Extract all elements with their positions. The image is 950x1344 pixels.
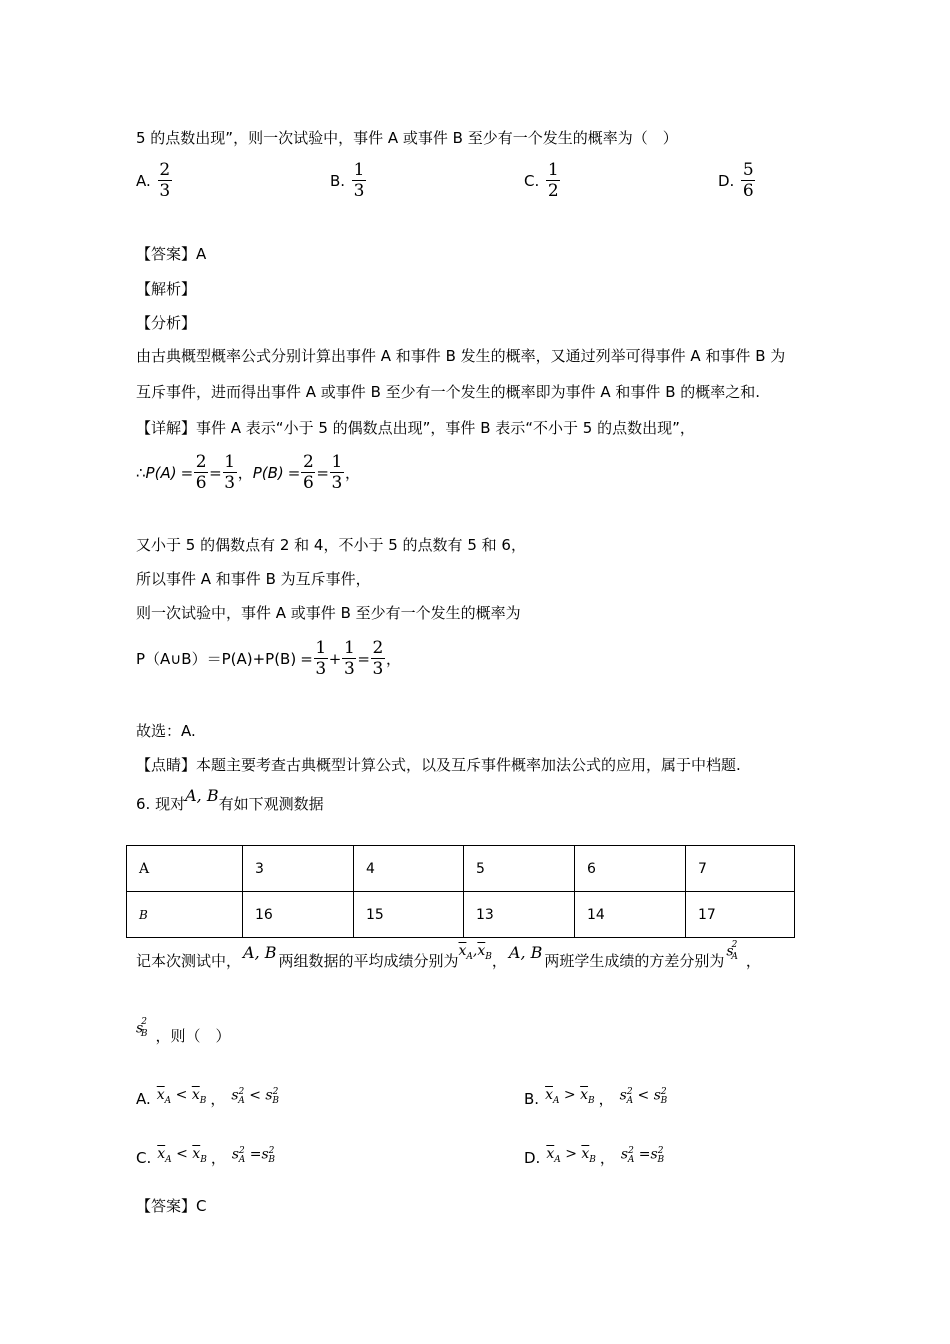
q6-stem-ab: A, B (185, 786, 219, 805)
q5-option-c (524, 160, 561, 201)
table-cell: 7 (686, 846, 795, 892)
pa-label: ∴P(A) (136, 463, 177, 482)
expr: $s^2_A =s^2_B$ (620, 1145, 665, 1166)
q5-detail-line5: 则一次试验中，事件 A 或事件 B 至少有一个发生的概率为 (136, 604, 521, 622)
fraction: $\frac{2}{3}$ (159, 160, 171, 201)
option-label: C. (524, 171, 540, 190)
q5-analysis-head: 【解析】 (136, 280, 197, 298)
q5-prob-equation (136, 452, 360, 493)
q5-detail-line4: 所以事件 A 和事件 B 为互斥事件， (136, 570, 371, 588)
expr: $\overline{x}_A > \overline{x}_B$ (546, 1146, 596, 1165)
q5-option-a (136, 160, 173, 201)
q6-sentence-2 (136, 1016, 231, 1046)
expr: $\overline{x}_A < \overline{x}_B$ (156, 1087, 207, 1106)
table-cell: 16 (243, 892, 354, 938)
option-label: B. (330, 171, 346, 190)
equals: = (316, 463, 329, 482)
q5-detail-line1: 【详解】事件 A 表示“小于 5 的偶数点出现”，事件 B 表示“不小于 5 的点数出现”， (136, 419, 695, 437)
text: ， (491, 952, 507, 970)
comma: ， (237, 464, 253, 482)
equals: = (287, 463, 301, 482)
table-cell-head: B (127, 892, 243, 938)
q5-union-equation (136, 638, 401, 679)
equals: = (357, 649, 370, 668)
text: ，则（ ） (155, 1027, 231, 1045)
option-label: A. (136, 171, 151, 190)
q6-sentence (136, 939, 761, 971)
xa-xb: $\overline{x}_A,\overline{x}_B$ (458, 943, 492, 962)
table-cell-head: A (127, 846, 243, 892)
table-cell: 5 (464, 846, 575, 892)
q5-fenxi-line1: 由古典概型概率公式分别计算出事件 A 和事件 B 发生的概率，又通过列举可得事件 A 和事件 B 为 (136, 347, 786, 365)
fraction: $\frac{1}{3}$ (315, 638, 327, 679)
q6-answer: 【答案】C (136, 1197, 207, 1215)
fraction: $\frac{1}{3}$ (343, 638, 355, 679)
comma: ， (598, 1090, 614, 1108)
table-row (127, 846, 795, 892)
comma: ， (210, 1149, 226, 1167)
option-label: D. (718, 171, 735, 190)
sa-squared: $s^2_A$ (726, 939, 738, 963)
option-label: D. (524, 1148, 541, 1167)
table-cell: 3 (243, 846, 354, 892)
text: 两班学生成绩的方差分别为 (544, 952, 725, 970)
comma: ， (344, 464, 360, 482)
ab: A, B (243, 943, 277, 962)
table-cell: 15 (354, 892, 464, 938)
fraction: $\frac{2}{3}$ (372, 638, 384, 679)
equals: = (209, 463, 222, 482)
expr: $s^2_A < s^2_B$ (231, 1086, 279, 1107)
pb-label: P(B) (252, 463, 284, 482)
q5-fenxi-head: 【分析】 (136, 314, 197, 332)
expr: $s^2_A < s^2_B$ (619, 1086, 668, 1107)
fraction: $\frac{1}{3}$ (331, 452, 343, 493)
text: 记本次测试中， (136, 952, 242, 970)
expr: $\overline{x}_A > \overline{x}_B$ (545, 1087, 595, 1106)
q6-option-b (524, 1088, 667, 1109)
table-cell: 17 (686, 892, 795, 938)
comma: ， (599, 1149, 615, 1167)
expr: $s^2_A =s^2_B$ (231, 1145, 275, 1166)
fraction: $\frac{2}{6}$ (302, 452, 314, 493)
table-cell: 4 (354, 846, 464, 892)
table-cell: 14 (575, 892, 686, 938)
q6-option-c (136, 1147, 275, 1168)
q5-fenxi-line2: 互斥事件，进而得出事件 A 或事件 B 至少有一个发生的概率即为事件 A 和事件 B 的概率之和. (136, 383, 761, 401)
fraction: $\frac{1}{3}$ (353, 160, 365, 201)
text: 两组数据的平均成绩分别为 (278, 952, 459, 970)
q5-comment: 【点睛】本题主要考查古典概型计算公式，以及互斥事件概率加法公式的应用，属于中档题. (136, 756, 741, 774)
option-label: A. (136, 1089, 151, 1108)
option-label: B. (524, 1089, 540, 1108)
equals: = (180, 463, 194, 482)
equals: = (300, 649, 313, 668)
fraction: $\frac{2}{6}$ (195, 452, 207, 493)
ab: A, B (508, 943, 543, 962)
table-cell: 6 (575, 846, 686, 892)
q6-option-a (136, 1088, 279, 1109)
q5-option-d (718, 160, 756, 201)
q5-detail-line3: 又小于 5 的偶数点有 2 和 4，不小于 5 的点数有 5 和 6， (136, 536, 526, 554)
q6-stem-suffix: 有如下观测数据 (218, 795, 324, 813)
union-label: P（A∪B）＝P(A)+P(B) (136, 650, 297, 668)
fraction: $\frac{5}{6}$ (742, 160, 754, 201)
sb-squared: $s^2_B$ (136, 1016, 148, 1040)
q5-option-b (330, 160, 367, 201)
table-cell: 13 (464, 892, 575, 938)
q6-option-d (524, 1147, 664, 1168)
option-label: C. (136, 1148, 152, 1167)
fraction: $\frac{1}{3}$ (224, 452, 236, 493)
text: ， (745, 952, 761, 970)
q6-stem-prefix: 6. 现对 (136, 795, 186, 813)
q5-choose: 故选：A. (136, 722, 196, 740)
table-row (127, 892, 795, 938)
comma: ， (210, 1090, 226, 1108)
data-table (126, 845, 795, 938)
comma: ， (385, 650, 401, 668)
q5-answer: 【答案】A (136, 245, 207, 263)
q5-stem: 5 的点数出现”，则一次试验中，事件 A 或事件 B 至少有一个发生的概率为（ ） (136, 129, 678, 147)
fraction: $\frac{1}{2}$ (547, 160, 559, 201)
q6-stem (136, 786, 324, 814)
plus: + (328, 649, 342, 668)
expr: $\overline{x}_A < \overline{x}_B$ (157, 1146, 207, 1165)
